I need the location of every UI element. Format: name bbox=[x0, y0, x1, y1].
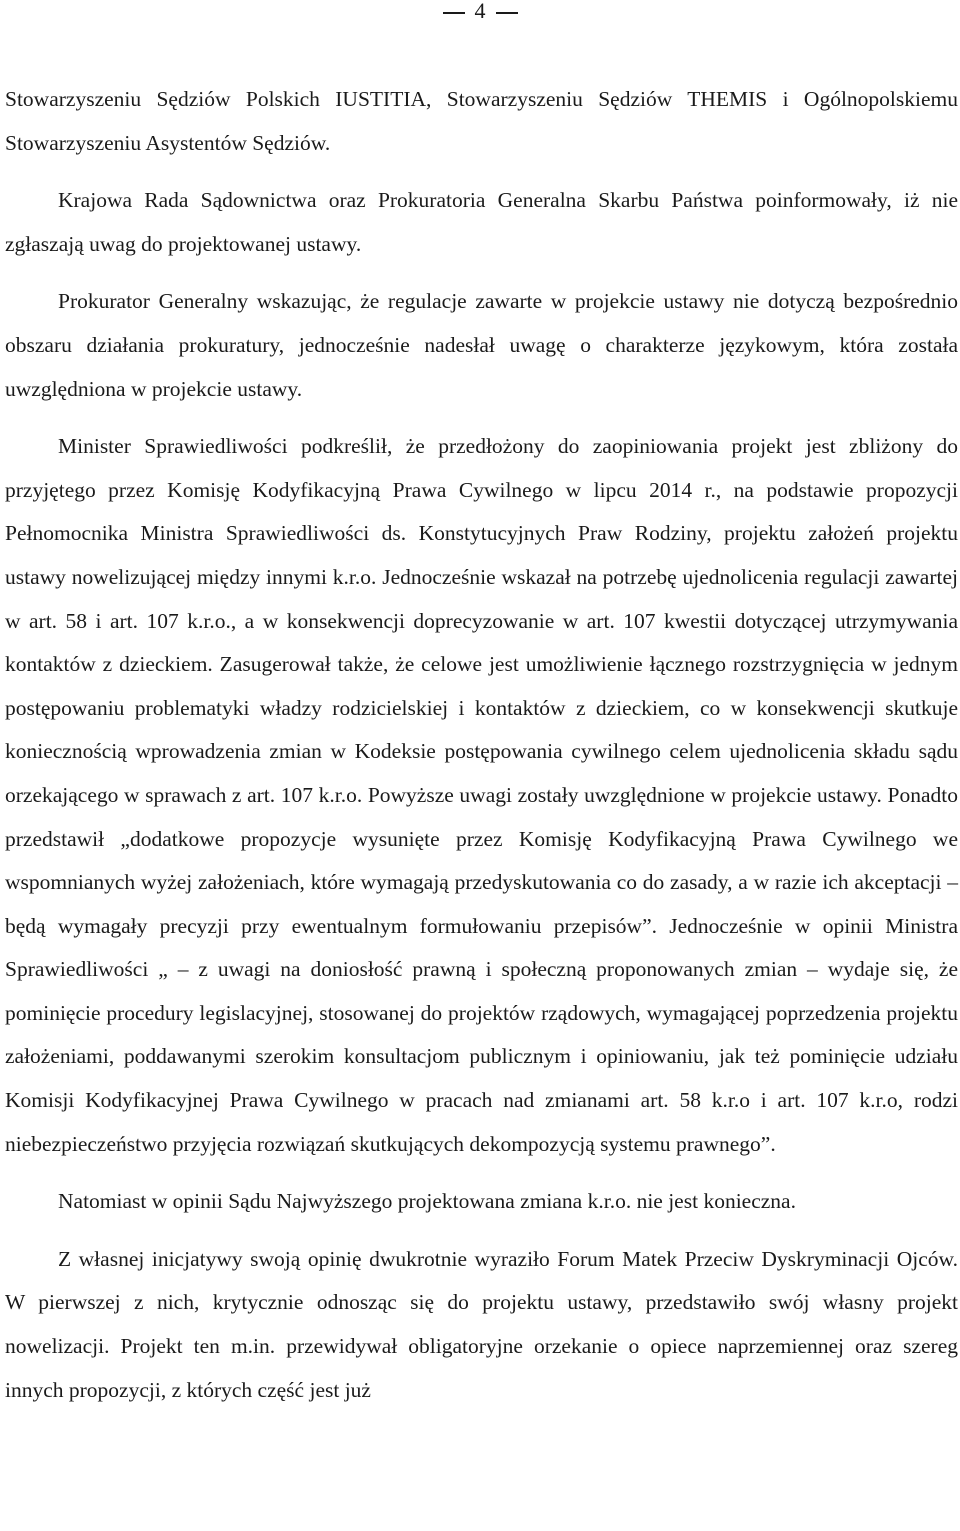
paragraph-prokurator-generalny: Prokurator Generalny wskazując, że regulacje zawarte w projekcie ustawy nie dotyczą bezpośrednio obszaru działania prokuratury, jednocześnie nadesłał uwagę o charakterze językowym, która została uwzględniona w projekcie ustawy. bbox=[5, 289, 958, 401]
paragraph-minister-sprawiedliwosci: Minister Sprawiedliwości podkreślił, że przedłożony do zaopiniowania projekt jest zbliżony do przyjętego przez Komisję Kodyfikacyjną Prawa Cywilnego w lipcu 2014 r., na podstawie propozycji Pełnomocnika Ministra Sprawiedliwości ds. Konstytucyjnych Praw Rodziny, projektu założeń projektu ustawy nowelizującej między innymi k.r.o. Jednocześnie wskazał na potrzebę ujednolicenia regulacji zawartej w art. 58 i art. 107 k.r.o., a w konsekwencji doprecyzowanie w art. 107 kwestii dotyczącej utrzymywania kontaktów z dzieckiem. Zasugerował także, że celowe jest umożliwienie łącznego rozstrzygnięcia w jednym postępowaniu problematyki władzy rodzicielskiej i kontaktów z dzieckiem, co w konsekwencji skutkuje koniecznością wprowadzenia zmian w Kodeksie postępowania cywilnego celem ujednolicenia składu sądu orzekającego w sprawach z art. 107 k.r.o. Powyższe uwagi zostały uwzględnione w projekcie ustawy. Ponadto przedstawił „dodatkowe propozycje wysunięte przez Komisję Kodyfikacyjną Prawa Cywilnego we wspomnianych wyżej założeniach, które wymagają przedyskutowania co do zasady, a w razie ich akceptacji – będą wymagały precyzji przy ewentualnym formułowaniu przepisów”. Jednocześnie w opinii Ministra Sprawiedliwości „ – z uwagi na doniosłość prawną i społeczną proponowanych zmian – wydaje się, że pominięcie procedury legislacyjnej, stosowanej do projektów rządowych, wymagającej poprzedzenia projektu założeniami, poddawanymi szerokim konsultacjom publicznym i opiniowaniu, jak też pominięcie udziału Komisji Kodyfikacyjnej Prawa Cywilnego w pracach nad zmianami art. 58 k.r.o i art. 107 k.r.o, rodzi niebezpieczeństwo przyjęcia rozwiązań skutkujących dekompozycją systemu prawnego”. bbox=[5, 434, 958, 1156]
paragraph-associations: Stowarzyszeniu Sędziów Polskich IUSTITIA, Stowarzyszeniu Sędziów THEMIS i Ogólnopolskiemu Stowarzyszeniu Asystentów Sędziów. bbox=[5, 87, 958, 155]
paragraph-forum-matek: Z własnej inicjatywy swoją opinię dwukrotnie wyraziło Forum Matek Przeciw Dyskryminacji Ojców. W pierwszej z nich, krytycznie odnosząc się do projektu ustawy, przedstawiło swój własny projekt nowelizacji. Projekt ten m.in. przewidywał obligatoryjne orzekanie o opiece naprzemiennej oraz szereg innych propozycji, z których część jest już bbox=[5, 1246, 958, 1402]
paragraph-sad-najwyzszy: Natomiast w opinii Sądu Najwyższego projektowana zmiana k.r.o. nie jest konieczna. bbox=[58, 1189, 796, 1214]
page-number bbox=[0, 0, 960, 22]
page-number-dash-right bbox=[496, 12, 518, 14]
paragraph-krs-prokuratoria: Krajowa Rada Sądownictwa oraz Prokuratoria Generalna Skarbu Państwa poinformowały, iż nie zgłaszają uwag do projektowanej ustawy. bbox=[5, 188, 958, 256]
page-number-value: 4 bbox=[474, 0, 486, 23]
document-body bbox=[5, 78, 958, 1412]
page-number-dash-left bbox=[443, 12, 465, 14]
